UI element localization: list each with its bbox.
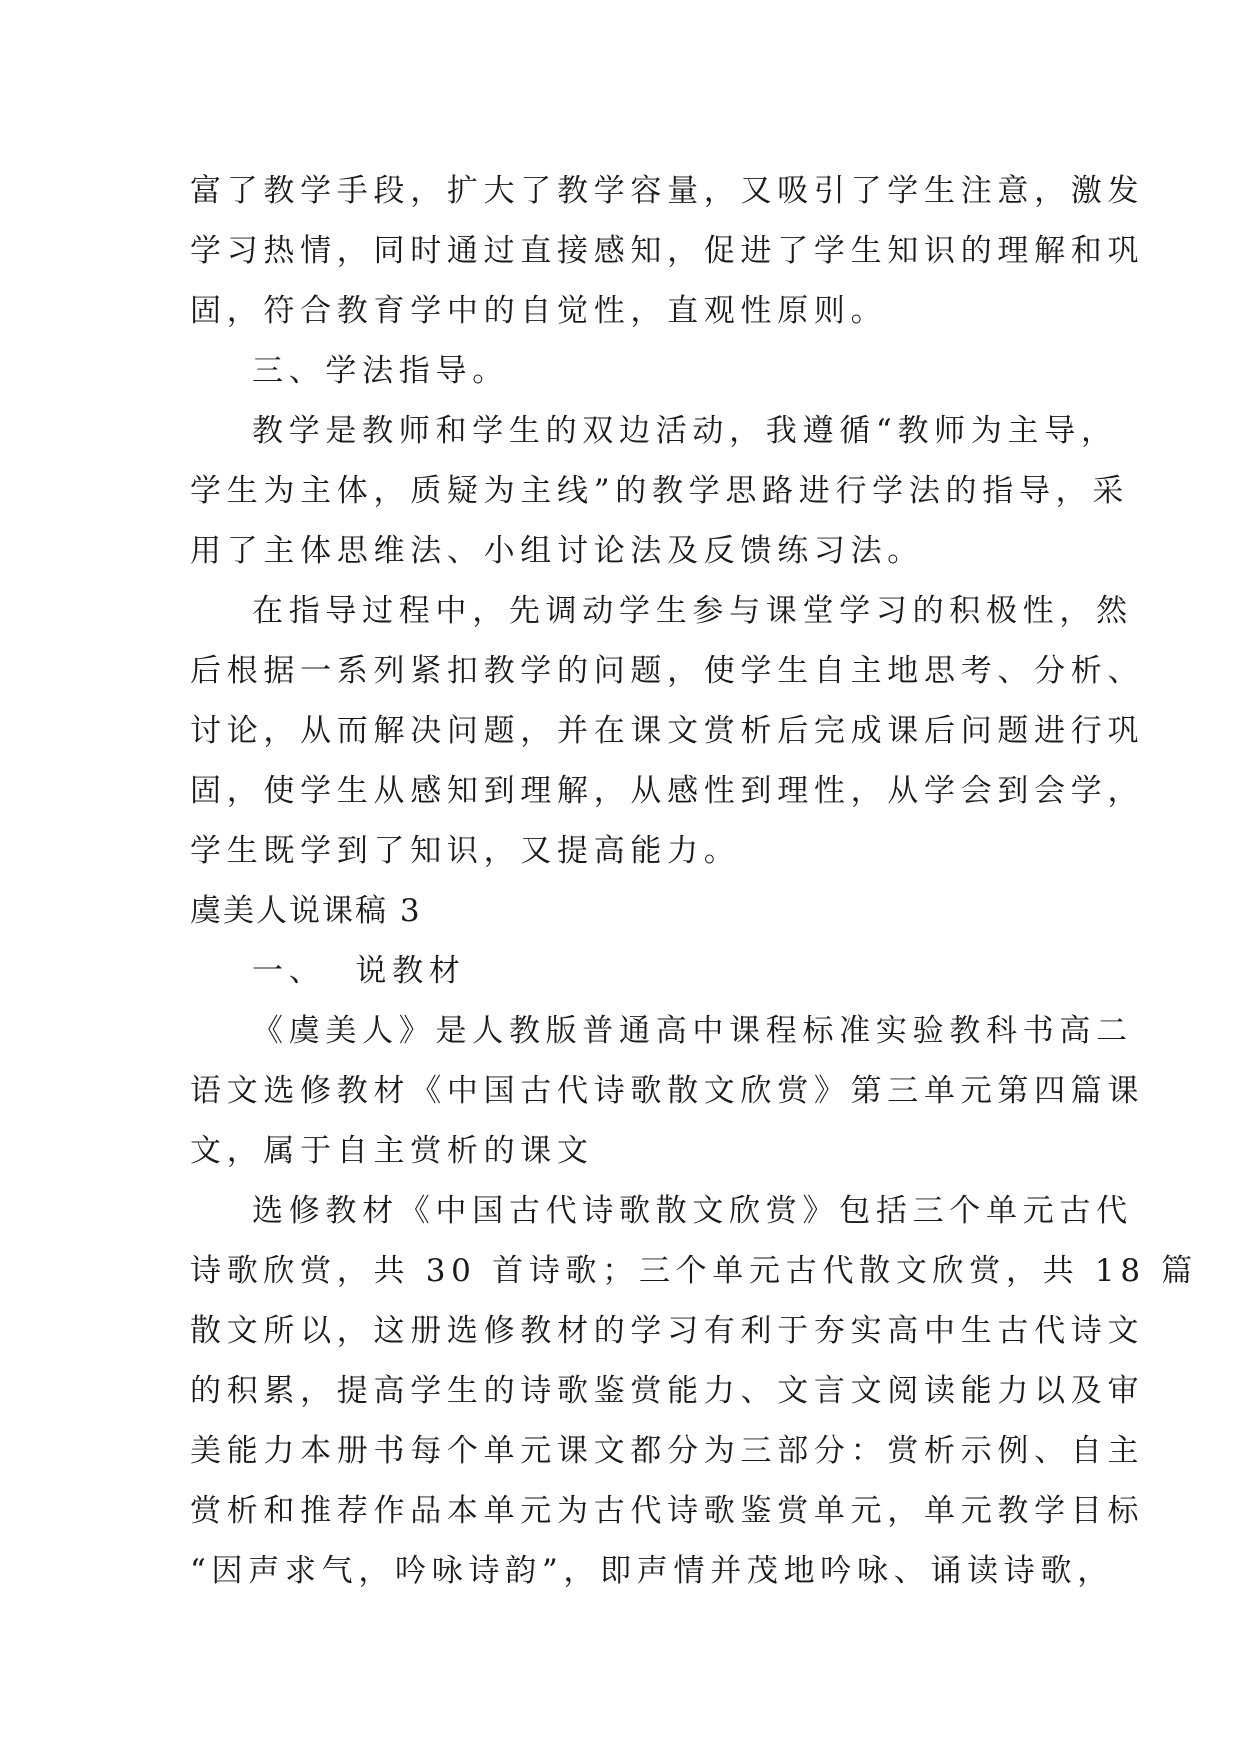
section-heading-study-method: 三、学法指导。 xyxy=(252,353,509,389)
document-title: 虞美人说课稿 3 xyxy=(190,893,422,929)
paragraph-line: 讨论，从而解决问题，并在课文赏析后完成课后问题进行巩 xyxy=(190,713,1145,749)
paragraph-line: 美能力本册书每个单元课文都分为三部分：赏析示例、自主 xyxy=(190,1433,1145,1469)
paragraph-line: 散文所以，这册选修教材的学习有利于夯实高中生古代诗文 xyxy=(190,1313,1145,1349)
section-heading-textbook xyxy=(190,941,1050,1001)
paragraph-line: 语文选修教材《中国古代诗歌散文欣赏》第三单元第四篇课 xyxy=(190,1073,1145,1109)
paragraph-line: 赏析和推荐作品本单元为古代诗歌鉴赏单元，单元教学目标 xyxy=(190,1493,1145,1529)
paragraph-line: 的积累，提高学生的诗歌鉴赏能力、文言文阅读能力以及审 xyxy=(190,1373,1145,1409)
document-body xyxy=(190,161,1199,1601)
paragraph-line: 学生为主体，质疑为主线”的教学思路进行学法的指导，采 xyxy=(190,473,1130,509)
paragraph-line: 后根据一系列紧扣教学的问题，使学生自主地思考、分析、 xyxy=(190,653,1145,689)
paragraph-line: 富了教学手段，扩大了教学容量，又吸引了学生注意，激发 xyxy=(190,173,1145,209)
section-number: 一、 xyxy=(252,953,326,989)
paragraph-line: 固，符合教育学中的自觉性，直观性原则。 xyxy=(190,293,888,329)
paragraph-line: 在指导过程中，先调动学生参与课堂学习的积极性，然 xyxy=(252,593,1133,629)
paragraph-line: 用了主体思维法、小组讨论法及反馈练习法。 xyxy=(190,533,924,569)
paragraph-line: 学生既学到了知识，又提高能力。 xyxy=(190,833,741,869)
paragraph-line: 选修教材《中国古代诗歌散文欣赏》包括三个单元古代 xyxy=(252,1193,1133,1229)
paragraph-line: “因声求气，吟咏诗韵”，即声情并茂地吟咏、诵读诗歌， xyxy=(190,1553,1114,1589)
paragraph-line: 教学是教师和学生的双边活动，我遵循“教师为主导， xyxy=(252,413,1118,449)
section-title: 说教材 xyxy=(355,953,466,989)
paragraph-line: 诗歌欣赏，共 30 首诗歌；三个单元古代散文欣赏，共 18 篇 xyxy=(190,1253,1199,1289)
paragraph-line: 文，属于自主赏析的课文 xyxy=(190,1133,594,1169)
paragraph-line: 学习热情，同时通过直接感知，促进了学生知识的理解和巩 xyxy=(190,233,1145,269)
paragraph-line: 固，使学生从感知到理解，从感性到理性，从学会到会学， xyxy=(190,773,1145,809)
paragraph-line: 《虞美人》是人教版普通高中课程标准实验教科书高二 xyxy=(252,1013,1133,1049)
